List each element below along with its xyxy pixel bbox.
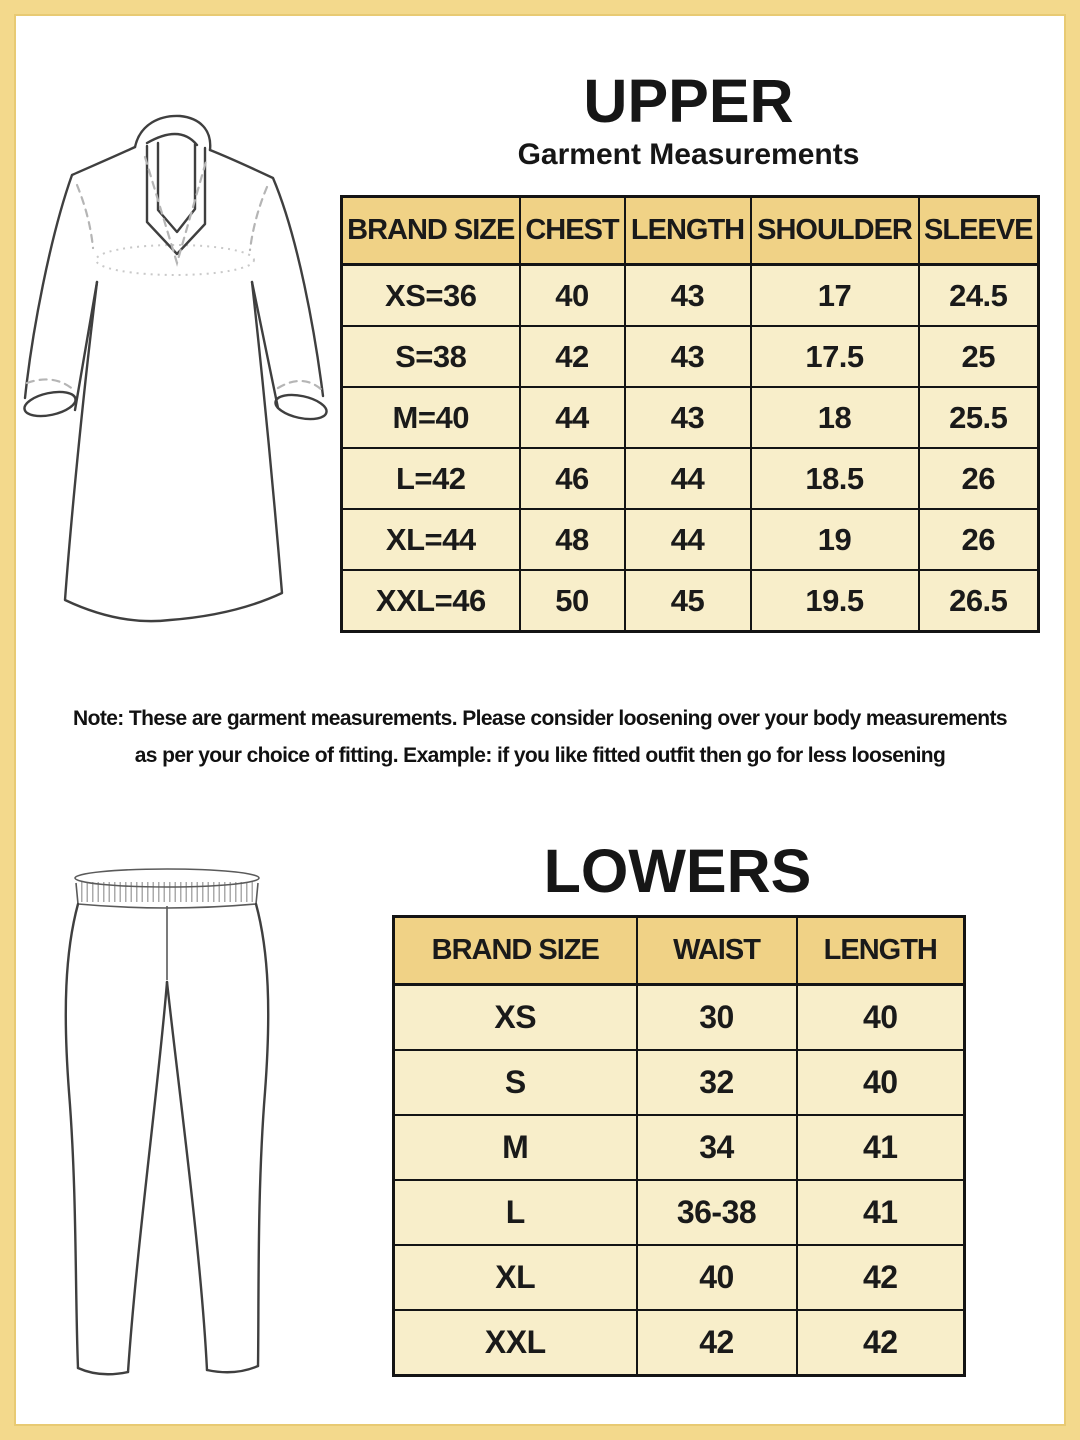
pants-illustration — [55, 862, 305, 1407]
kurta-right-cuff — [273, 391, 328, 423]
size-cell: XL — [394, 1245, 637, 1310]
size-row — [394, 1245, 965, 1310]
size-row — [342, 570, 1039, 632]
size-row — [394, 1115, 965, 1180]
size-cell: S — [394, 1050, 637, 1115]
size-cell: 43 — [625, 326, 751, 387]
size-cell: 42 — [637, 1310, 797, 1376]
waistband-rim — [75, 869, 259, 887]
kurta-collar-inner — [147, 134, 197, 145]
pants-right-outer — [256, 904, 268, 1366]
size-cell: 41 — [797, 1115, 965, 1180]
size-row — [342, 509, 1039, 570]
size-cell: XS=36 — [342, 265, 520, 327]
size-row — [394, 1310, 965, 1376]
size-cell: XL=44 — [342, 509, 520, 570]
column-header: SHOULDER — [751, 197, 919, 265]
column-header: SLEEVE — [919, 197, 1039, 265]
size-cell: 26.5 — [919, 570, 1039, 632]
left-shoulder-dashed-seam — [77, 185, 93, 248]
size-cell: 42 — [520, 326, 625, 387]
size-row — [342, 265, 1039, 327]
size-cell: 44 — [625, 509, 751, 570]
size-cell: 45 — [625, 570, 751, 632]
size-cell: 42 — [797, 1245, 965, 1310]
size-cell: M=40 — [342, 387, 520, 448]
header-row — [342, 197, 1039, 265]
size-cell: XS — [394, 985, 637, 1051]
upper-section-title: UPPER — [583, 67, 794, 135]
size-cell: 25.5 — [919, 387, 1039, 448]
size-cell: 43 — [625, 265, 751, 327]
column-header: WAIST — [637, 917, 797, 985]
size-cell: 46 — [520, 448, 625, 509]
kurta-illustration — [10, 112, 335, 647]
size-cell: 25 — [919, 326, 1039, 387]
size-cell: 19.5 — [751, 570, 919, 632]
note-line-1: Note: These are garment measurements. Please consider loosening over your body measurements — [73, 707, 1007, 730]
size-cell: 36-38 — [637, 1180, 797, 1245]
size-cell: 48 — [520, 509, 625, 570]
size-cell: 18.5 — [751, 448, 919, 509]
size-cell: 40 — [797, 985, 965, 1051]
size-cell: 40 — [797, 1050, 965, 1115]
size-cell: L — [394, 1180, 637, 1245]
kurta-right-inner-sleeve — [252, 282, 278, 408]
size-cell: XXL=46 — [342, 570, 520, 632]
size-cell: XXL — [394, 1310, 637, 1376]
size-cell: 18 — [751, 387, 919, 448]
size-cell: 26 — [919, 509, 1039, 570]
column-header: CHEST — [520, 197, 625, 265]
size-cell: 34 — [637, 1115, 797, 1180]
upper-section-subtitle: Garment Measurements — [517, 138, 860, 171]
kurta-body-outline — [65, 282, 282, 621]
size-cell: 44 — [520, 387, 625, 448]
size-cell: M — [394, 1115, 637, 1180]
size-cell: 24.5 — [919, 265, 1039, 327]
size-cell: 26 — [919, 448, 1039, 509]
pants-right-inner — [167, 982, 207, 1370]
column-header: BRAND SIZE — [342, 197, 520, 265]
size-cell: 40 — [637, 1245, 797, 1310]
pants-left-inner — [128, 982, 167, 1372]
size-cell: 30 — [637, 985, 797, 1051]
size-cell: 44 — [625, 448, 751, 509]
size-cell: 42 — [797, 1310, 965, 1376]
size-cell: L=42 — [342, 448, 520, 509]
size-cell: 17 — [751, 265, 919, 327]
left-cuff-dashed-seam — [27, 379, 75, 391]
size-cell: 17.5 — [751, 326, 919, 387]
size-row — [394, 1180, 965, 1245]
placket-dashed-seam — [145, 157, 207, 263]
size-row — [342, 387, 1039, 448]
column-header: BRAND SIZE — [394, 917, 637, 985]
size-cell: 32 — [637, 1050, 797, 1115]
size-cell: 41 — [797, 1180, 965, 1245]
column-header: LENGTH — [625, 197, 751, 265]
right-shoulder-dashed-seam — [250, 187, 267, 250]
size-row — [394, 1050, 965, 1115]
lowers-section-title: LOWERS — [543, 837, 812, 905]
right-ankle-hem — [207, 1366, 258, 1372]
size-cell: S=38 — [342, 326, 520, 387]
upper-measurements-table — [340, 195, 1040, 633]
size-cell: 19 — [751, 509, 919, 570]
header-row — [394, 917, 965, 985]
measurement-note — [20, 700, 1060, 774]
size-cell: 40 — [520, 265, 625, 327]
kurta-placket-outer — [147, 146, 205, 254]
size-row — [394, 985, 965, 1051]
size-row — [342, 326, 1039, 387]
kurta-left-cuff — [22, 388, 77, 420]
size-cell: 50 — [520, 570, 625, 632]
column-header: LENGTH — [797, 917, 965, 985]
right-cuff-dashed-seam — [278, 381, 322, 390]
lowers-measurements-table — [392, 915, 966, 1377]
note-line-2: as per your choice of fitting. Example: if you like fitted outfit then go for less loosening — [134, 744, 946, 767]
pants-left-outer — [66, 904, 78, 1368]
size-row — [342, 448, 1039, 509]
left-ankle-hem — [78, 1368, 128, 1374]
size-cell: 43 — [625, 387, 751, 448]
kurta-left-shoulder-sleeve — [25, 147, 135, 398]
